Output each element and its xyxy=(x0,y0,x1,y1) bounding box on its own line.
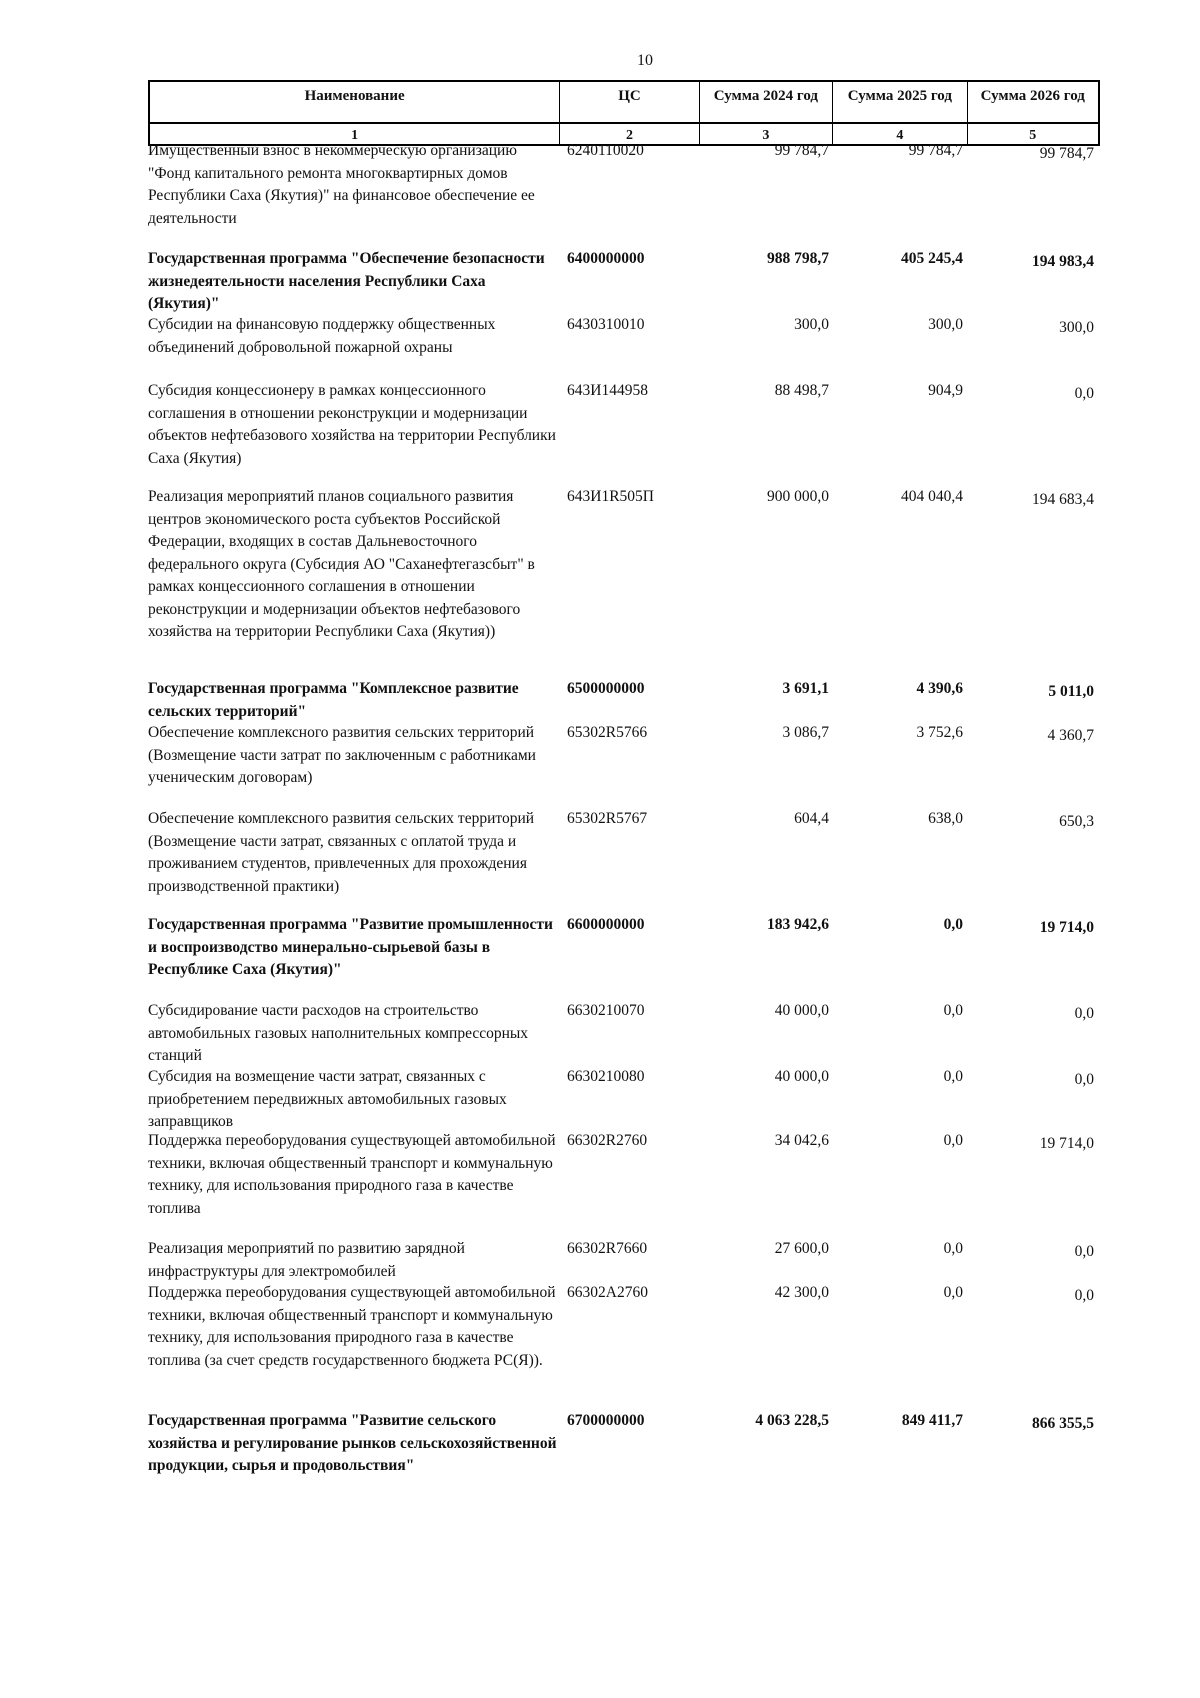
table-row xyxy=(148,722,1100,790)
row-value-2026: 19 714,0 xyxy=(1039,1135,1094,1152)
column-header-2025: Сумма 2025 год xyxy=(832,82,966,122)
row-name: Субсидирование части расходов на строительство автомобильных газовых наполнительных компрессорных станций xyxy=(148,1002,529,1064)
row-name: Поддержка переоборудования существующей автомобильной техники, включая общественный транспорт и коммунальную технику, для использования природного газа в качестве топлива xyxy=(148,1132,556,1217)
column-header-2026: Сумма 2026 год xyxy=(967,82,1098,122)
row-value-2024: 300,0 xyxy=(794,316,829,333)
row-value-2024: 99 784,7 xyxy=(774,142,829,159)
row-value-2024: 40 000,0 xyxy=(774,1002,829,1019)
table-row xyxy=(148,248,1100,316)
row-name: Реализация мероприятий по развитию зарядной инфраструктуры для электромобилей xyxy=(148,1240,465,1280)
row-code: 65302R5766 xyxy=(567,724,648,741)
row-value-2026: 0,0 xyxy=(1074,1005,1094,1022)
row-value-2025: 0,0 xyxy=(943,1002,963,1019)
row-code: 6400000000 xyxy=(567,250,645,267)
row-code: 6700000000 xyxy=(567,1412,645,1429)
page-number: 10 xyxy=(637,52,653,69)
row-value-2025: 849 411,7 xyxy=(901,1412,963,1429)
row-value-2026: 99 784,7 xyxy=(1039,145,1094,162)
table-row xyxy=(148,314,1100,359)
row-value-2026: 300,0 xyxy=(1059,319,1094,336)
row-value-2026: 0,0 xyxy=(1074,1243,1094,1260)
row-value-2024: 88 498,7 xyxy=(774,382,829,399)
row-value-2024: 604,4 xyxy=(794,810,829,827)
row-value-2026: 650,3 xyxy=(1059,813,1094,830)
row-value-2024: 42 300,0 xyxy=(774,1284,829,1301)
row-value-2024: 27 600,0 xyxy=(774,1240,829,1257)
row-value-2025: 404 040,4 xyxy=(901,488,963,505)
table-row xyxy=(148,1238,1100,1283)
row-value-2026: 5 011,0 xyxy=(1048,683,1094,700)
row-value-2025: 300,0 xyxy=(928,316,963,333)
row-value-2024: 4 063 228,5 xyxy=(755,1412,829,1429)
row-value-2026: 0,0 xyxy=(1074,1287,1094,1304)
row-code: 6600000000 xyxy=(567,916,645,933)
row-value-2024: 3 086,7 xyxy=(782,724,829,741)
row-code: 6500000000 xyxy=(567,680,645,697)
row-value-2026: 19 714,0 xyxy=(1039,919,1094,936)
row-value-2024: 40 000,0 xyxy=(774,1068,829,1085)
table-row xyxy=(148,1130,1100,1220)
column-header-code: ЦС xyxy=(559,82,698,122)
row-value-2025: 0,0 xyxy=(943,916,963,933)
table-row xyxy=(148,1410,1100,1478)
row-name: Государственная программа "Развитие промышленности и воспроизводство минерально-сырьевой базы в Республике Саха (Якутия)" xyxy=(148,916,553,978)
row-value-2025: 0,0 xyxy=(943,1068,963,1085)
column-number: 2 xyxy=(559,124,698,144)
table-row xyxy=(148,808,1100,898)
row-code: 65302R5767 xyxy=(567,810,648,827)
column-header-name: Наименование xyxy=(304,88,405,104)
row-value-2025: 638,0 xyxy=(928,810,963,827)
column-header-2024: Сумма 2024 год xyxy=(699,82,832,122)
row-value-2025: 0,0 xyxy=(943,1132,963,1149)
table-row xyxy=(148,380,1100,470)
row-value-2026: 4 360,7 xyxy=(1047,727,1094,744)
row-code: 66302R7660 xyxy=(567,1240,648,1257)
row-value-2025: 4 390,6 xyxy=(916,680,963,697)
table-row xyxy=(148,1282,1100,1372)
row-value-2024: 988 798,7 xyxy=(767,250,829,267)
row-value-2026: 194 683,4 xyxy=(1032,491,1094,508)
row-value-2025: 904,9 xyxy=(928,382,963,399)
row-name: Обеспечение комплексного развития сельских территорий (Возмещение части затрат, связанных с оплатой труда и проживанием студентов, привлеченных для прохождения производственной практики) xyxy=(148,810,535,895)
row-value-2025: 99 784,7 xyxy=(908,142,963,159)
row-name: Государственная программа "Обеспечение безопасности жизнедеятельности населения Республики Саха (Якутия)" xyxy=(148,250,545,312)
row-name: Субсидия концессионеру в рамках концессионного соглашения в отношении реконструкции и модернизации объектов нефтебазового хозяйства на территории Республики Саха (Якутия) xyxy=(148,382,556,467)
table-row xyxy=(148,678,1100,723)
table-row xyxy=(148,140,1100,230)
row-code: 6240110020 xyxy=(567,142,644,159)
row-name: Государственная программа "Комплексное развитие сельских территорий" xyxy=(148,680,519,720)
row-code: 6630210080 xyxy=(567,1068,645,1085)
row-code: 66302А2760 xyxy=(567,1284,648,1301)
row-value-2025: 3 752,6 xyxy=(916,724,963,741)
table-header xyxy=(148,80,1100,124)
row-value-2024: 34 042,6 xyxy=(774,1132,829,1149)
row-name: Субсидия на возмещение части затрат, связанных с приобретением передвижных автомобильных газовых заправщиков xyxy=(148,1068,507,1130)
row-value-2025: 0,0 xyxy=(943,1284,963,1301)
row-value-2026: 0,0 xyxy=(1074,1071,1094,1088)
row-value-2026: 866 355,5 xyxy=(1032,1415,1094,1432)
column-number: 3 xyxy=(699,124,832,144)
row-value-2025: 0,0 xyxy=(943,1240,963,1257)
row-code: 643И1R505П xyxy=(567,488,654,505)
row-value-2024: 900 000,0 xyxy=(767,488,829,505)
row-code: 643И144958 xyxy=(567,382,648,399)
row-code: 6630210070 xyxy=(567,1002,645,1019)
row-name: Имущественный взнос в некоммерческую организацию "Фонд капитального ремонта многоквартирных домов Республики Саха (Якутия)" на финансовое обеспечение ее деятельности xyxy=(148,142,535,227)
column-number: 1 xyxy=(351,128,359,143)
row-name: Государственная программа "Развитие сельского хозяйства и регулирование рынков сельскохозяйственной продукции, сырья и продовольствия" xyxy=(148,1412,557,1474)
row-name: Реализация мероприятий планов социального развития центров экономического роста субъектов Российской Федерации, входящих в состав Дальневосточного федерального округа (Субсидия АО "Саханефтегазсбыт" в рамках концессионного соглашения в отношении реконструкции и модернизации объектов нефтебазового хозяйства на территории Республики Саха (Якутия)) xyxy=(148,488,535,640)
row-value-2026: 0,0 xyxy=(1074,385,1094,402)
budget-table xyxy=(148,80,1100,1474)
column-number: 5 xyxy=(967,124,1098,144)
table-row xyxy=(148,914,1100,982)
row-value-2025: 405 245,4 xyxy=(901,250,963,267)
row-value-2026: 194 983,4 xyxy=(1032,253,1094,270)
row-name: Обеспечение комплексного развития сельских территорий (Возмещение части затрат по заключенным с работниками ученическим договорам) xyxy=(148,724,536,786)
table-row xyxy=(148,486,1100,644)
row-value-2024: 183 942,6 xyxy=(767,916,829,933)
row-value-2024: 3 691,1 xyxy=(782,680,829,697)
row-code: 66302R2760 xyxy=(567,1132,648,1149)
table-row xyxy=(148,1000,1100,1068)
column-number: 4 xyxy=(832,124,966,144)
row-name: Субсидии на финансовую поддержку общественных объединений добровольной пожарной охраны xyxy=(148,316,496,356)
table-row xyxy=(148,1066,1100,1134)
row-code: 6430310010 xyxy=(567,316,645,333)
row-name: Поддержка переоборудования существующей автомобильной техники, включая общественный транспорт и коммунальную технику, для использования природного газа в качестве топлива (за счет средств государственного бюджета РС(Я)). xyxy=(148,1284,556,1369)
